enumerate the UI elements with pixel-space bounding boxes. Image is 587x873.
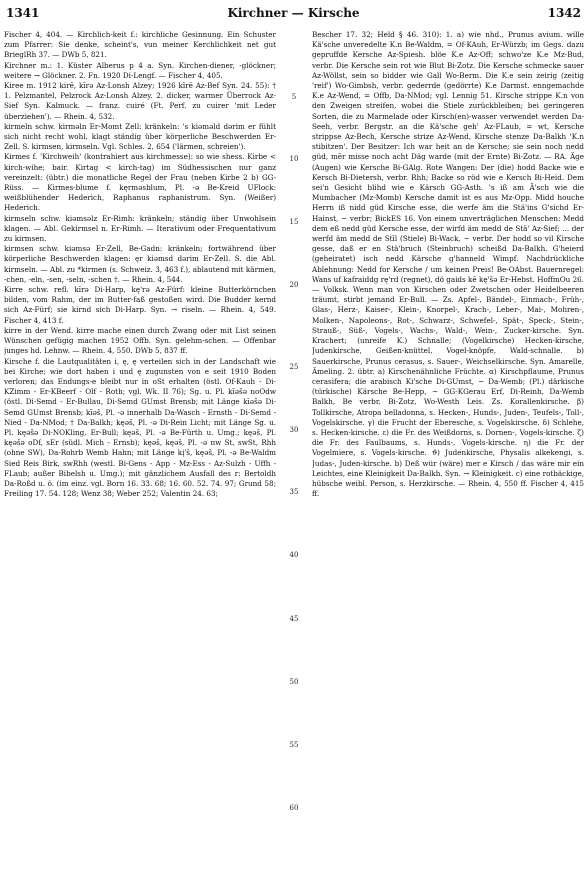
entry-kirre-verb: Kirre schw. refl. kīrə Di-Harp, kę'rə Az-Fürf: kleine Butterkörnchen bilden, vom Rahm, der im Butter-faß gestoßen wird. Die Budder kernd sich Az-Fürf; sie kirnd sich Di-Harp. Syn. → riseln. — Rhein. 4, 549. Fischer 4, 413 f. (4, 285, 276, 325)
entry-kirmseln: kirmseln schw. kiəmsəlz Er-Rimh: kränkeln; ständig über Unwohlsein klagen. — Abl. Gekirmsel n. Er-Rimh. — Iterativum oder Frequentativum zu kirmsen. (4, 213, 276, 244)
line-number: 15 (289, 218, 299, 226)
entry-kirmeln: kirmeln schw. kirməln Er-Momt Zell: kränkeln: 's kiəməld dərim er fühlt sich nicht recht wohl, klagt ständig über körperliche Beschwerden Er-Zell. S. kirmsen, kirmseln. Vgl. Schles. 2, 654 ('lärmen, schreien'). (4, 121, 276, 152)
line-number: 45 (289, 615, 299, 623)
entry-kirsche: Kirsche f. die Lautqualitäten i, ę, ę verteilen sich in der Landschaft wie bei Kirche; wie dort haben i und ę zugunsten von e seit 1910 Boden verloren; das Endungs-e bleibt nur in oSt erhalten (östl. Of-Kauh - Di-KZimm - Er-KBeerf - Olf - Roth; vgl. Wk. II 76); Sg. u. Pl. kīəšə noOdw (östl. Di-Semd - Er-Bullau, Di-Semd GUmst Brensb; mit Länge kīəšə Di-Semd GUmst Brensb; kīəš, Pl. -ə innerhalb Da-Wasch - Ernsth - Di-Semd - Nied - Da-NMod; † Da-Balkh; kęəš, Pl. -ə Di-Rein Licht; mit Länge Sg. u. Pl. kęəšə Di-NOKling, Er-Bull; kęəš, Pl. -ə Be-Fürth u. Umg.; kęəš, Pl. kęəšə oDf, sEr (südl. Mich - Ernsb); kęəš, kęəš, Pl. -ə nw St, swSt, Rhh (ohne SW), Da-Rohrb Wemb Hahn; mit Länge kį'š, kęəš, Pl. -ə Be-Waldm Sied Reis Birk, swRhh (westl. Bi-Gens - App - Mz-Ess - Az-Sulzh - Uffh - FLaub; außer Bibelsh u. Umg.); mit gänzlichem Ausfall des r: Bertoldh Da-Roßd u. ö. (im einz. vgl. Born 16. 33. 68; 16. 60. 52. 74. 97; Grund 58; Freiling 17. 54. 128; Wenz 38; Weber 252; Valentin 24. 63; (4, 356, 276, 499)
entry-paragraph: Fischer 4, 404. — Kirchlich-keit f.: kirchliche Gesinnung. Ein Schuster zum Pfarrer: Sie denke, scheint's, vun meiner Kerchlichkeit net gut BrieglRh 37. — DWb 5, 821. (4, 30, 276, 60)
page-number-right: 1342 (547, 6, 581, 20)
line-number: 25 (289, 363, 299, 371)
line-number: 10 (289, 155, 299, 163)
left-column (4, 30, 276, 868)
page-number-left: 1341 (6, 6, 40, 20)
entry-kirchner: Kirchner m.: 1. Küster Alberus p 4 a. Syn. Kirchen-diener, -glöckner; weitere → Glöckner. 2. Fn. 1920 Di-Lengf. — Fischer 4, 405. (4, 60, 276, 80)
line-number: 60 (289, 804, 299, 812)
line-number: 30 (289, 426, 299, 434)
entry-kirmes: Kirmes f. 'Kirchweih' (kontrahiert aus kirchmesse): so wie shess. Kirbe < kirch-wihe; bair. Kirtag < kirch-tag) im Südhessischen nur ganz vereinzelt: (übtr.) die monatliche Regel der Frau (neben Kirbe 2 b) GG-Rüss. — Kirmes-blume f. kęrməsblum, Pl. -ə Be-Kreid UFlock: weißblühender Hederich, Raphanus raphanistrum. Syn. (Weißer) Hederich. (4, 152, 276, 213)
line-number: 20 (289, 281, 299, 289)
right-column (312, 30, 584, 868)
line-number: 35 (289, 488, 299, 496)
page-header (0, 6, 587, 24)
line-number: 40 (289, 551, 299, 559)
entry-kirmsen: kirmsen schw. kiəmsə Er-Zell, Be-Gadn: kränkeln; fortwährend über körperliche Beschwerden klagen: ęr kiəmsd dərim Er-Zell. S. die Abl. kirmseln. — Abl. zu *kirmen (s. Schweiz. 3, 463 f.), ablautend mit kärmen, -chen, -eln, -sen, -seln, -schen †. — Rhein. 4, 544. (4, 244, 276, 284)
entry-kiree: Kiree m. 1912 kirē, kīrə Az-Lonsh Alzey; 1926 kīrē Az-Bef Syn. 24. 55): † 1. Pelzmantel, Pelzrock Az-Lonsh Alzey. 2. dicker, warmer Überrock Az-Sief Syn. Kalmuck. — franz. cuiré (Ft. Perf. zu cuirer 'mit Leder überziehen'). — Rhein. 4, 532. (4, 81, 276, 121)
line-number: 55 (289, 741, 299, 749)
entry-kirre-adj: kirre in der Wend. kirre mache einen durch Zwang oder mit List seinen Wünschen gefügig machen 1952 Offb. Syn. gelehm-schen. — Offenbar junges hd. Lehnw. — Rhein. 4, 550. DWb 5, 837 ff. (4, 325, 276, 356)
line-number-gutter (279, 30, 309, 868)
line-number: 5 (291, 93, 297, 101)
running-head: Kirchner — Kirsche (227, 6, 360, 20)
entry-kirsche-continued: Bescher 17. 32; Held § 46. 310): 1. a) wie nhd., Prunus avium. wille Kä'sche unveredelte K.n Be-Waldm, = Of-KAuh, Er-Würzb; im Gegs. dazu gepruffde Kersche Az-Spiesh. blöe K.e Az-Off; schwo'ze K.e Mz-Bud, verbr. Die Kersche sein rot wie Blut Bi-Zotz. Die Kersche schmecke sauer Az-Wöllst, sein so bidder wie Gall Wo-Berm. Die K.e sein zeirig (zeitig 'reif') Wo-Gimbsh, verbr. gederrde (gedörrte) K.e Darmst. enngemachde K.e Az-Wend, = Offb, Da-NMod; vgl. Lennig 51. Kirsche strippe K.n von den Zweigen streifen, wobei die Stiele zurückbleiben; bei geringeren Sorten, die zu Marmelade oder Kirsch(en)-wasser verwendet werden Da-Seeh, verbr. Bergstr. an die Kä'sche geh' Az-FLaub, = wt, Kersche strippse Az-Bech, Kersche strize Az-Wend, Kirsche stenze Da-Balkh 'K.n stibitzen'. Der Besitzer: Ich war heit an de Kersche; sie sein noch nedd güd, mēr misse noch acht Däg warde (mit der Ernte) Bi-Zotz. — RA. Äge (Augen) wie Kersche Bi-GAlg. Rote Wangen: Der (die) hodd Backe wie e Kersch Bi-Dietersh, verbr. Rhh; Backe so röd wie e Kersch Bi-Heid. Dem sei'n Gesicht blihd wie e Kärsch GG-Asth. 's iß am Ä'sch wie die Mumbacher (Mz-Momb) Kersche damit ist es aus Mz-Opp. Midd houche Herrn iß nidd güd Kirsche esse, die werfe äm die Stä'ins G'sichd Er-Hainst, ~ verbr; BickES 16. Von einem unverträglichen Menschen: Medd dem eß nedd güd Kersche esse, der wirfd äm medd de Stä' Az-Sief; ... der werfd äm medd de Stīl (Stiele) Bi-Wack, ~ verbr. Der hodd so vil Kirsche gesse, daß er en Stä'bruch (Steinbruch) scheißd Da-Balkh. G'heierd (geheiratet) isch nedd Kärsche g'hanneld Wimpf. Nachdrückliche Ablehnung: Nedd for Kersche / um keinen Preis! Be-OAbst. Bauernregel: Wans uf kafraiddg rę'rd (regnet), dö gaids kē kę'šə Er-Hebst. HoffmOu 26. — Volksk. Wenn man von Kirschen oder Zwetschen oder Heidelbeeren träumt, stirbt jemand Er-Bull. — Zs. Apfel-, Bändel-, Einmach-, Früh-, Glas-, Herz-, Kaiser-, Klein-, Knorpel-, Krach-, Leber-, Mai-, Mohren-, Molken-, Napoleons-, Rot-, Schwarz-, Schwefel-, Spät-, Speck-, Stein-, Strauß-, Süß-, Vogels-, Wachs-, Wald-, Wein-, Zucker-kirsche. Syn. Krachert; (unreife K.) Schnalle; (Vogelkirsche) Hecken-kirsche, Judenkirsche, Geißen-knüttel, Vogel-knöpfe, Wald-schnalle. b) Sauerkirsche, Prunus cerasus, s. Sauer-, Weichselkirsche. Syn. Amarelle, Ämeling. 2. übtr. a) Kirschenähnliche Früchte. α) Kirschpflaume, Prunus cerasifera; die arabisch Ki'sche Di-GUmst, ~ Da-Wemb; (Pl.) därkische (türkische) Kärsche Be-Hepp, ~ GG-KGerau Erf, Di-Reinh, Da-Wemb Balkh, Be verbr, Bi-Zotz, Wo-Westh Leis. Zs. Korallenkirsche. β) Tollkirsche, Atropa belladonna, s. Hecken-, Hunds-, Juden-, Teufels-, Toll-, Vogelskirsche. γ) die Frucht der Eberesche, s. Vogelskirsche. δ) Schlehe, s. Hecken-kirsche. ε) die Fr. des Weißdorns, s. Dornen-, Vogels-kirsche. ζ) die Fr. des Faulbaums, s. Hunds-, Vogels-kirsche. η) die Fr. der Vogelmiere, s. Vogels-kirsche. ϑ) Judenkirsche, Physalis alkekengi, s. Judas-, Juden-kirsche. b) Deß wür (wäre) mer e Kirsch / das wäre mir ein Leichtes, eine Kleinigkeit Da-Balkh. Syn. → Kleinigkeit. c) eine rotbäckige, hübsche weibl. Person, s. Herzkirsche. — Rhein. 4, 550 ff. Fischer 4, 415 ff. (312, 30, 584, 499)
line-number: 50 (289, 678, 299, 686)
